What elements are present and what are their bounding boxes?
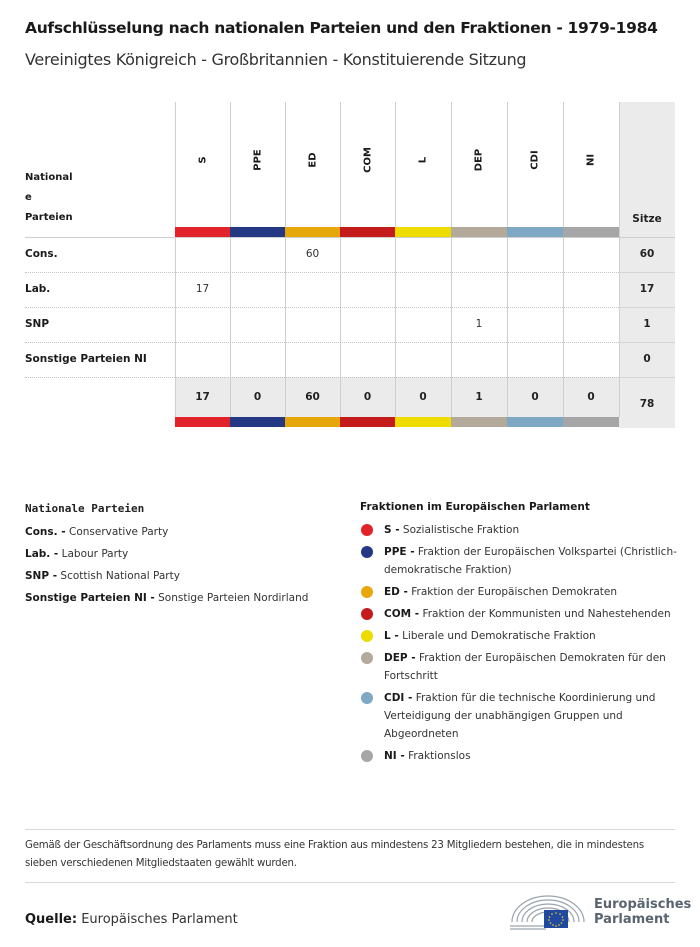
row-total: 0 xyxy=(643,353,651,365)
legend-group-item: DEP - Fraktion der Europäischen Demokraten für den Fortschritt xyxy=(360,649,690,685)
group-total: 0 xyxy=(531,391,539,403)
group-color-bar-cdi xyxy=(507,417,563,427)
group-total: 1 xyxy=(475,391,483,403)
color-dot-icon xyxy=(361,524,373,536)
group-color-bar-dep xyxy=(451,417,507,427)
color-dot-icon xyxy=(361,608,373,620)
group-color-bar-ed xyxy=(285,417,340,427)
source-line: Quelle: Europäisches Parlament xyxy=(25,912,238,927)
divider xyxy=(25,829,675,830)
legend-party-item: Cons. - Conservative Party xyxy=(25,526,169,538)
group-color-bar-s xyxy=(175,417,230,427)
group-total: 0 xyxy=(363,391,372,403)
column-header-ni: NI xyxy=(585,153,597,167)
group-color-bar-l xyxy=(395,417,451,427)
group-color-bar-ppe xyxy=(230,417,285,427)
legend-groups-title: Fraktionen im Europäischen Parlament xyxy=(360,501,590,513)
column-header-l: L xyxy=(417,156,429,164)
logo-text: Europäisches Parlament xyxy=(594,897,692,927)
column-header-ppe: PPE xyxy=(252,149,263,171)
legend-party-item: Sonstige Parteien NI - Sonstige Parteien Nordirland xyxy=(25,592,309,604)
group-color-bar-ed xyxy=(285,227,340,237)
color-dot-icon xyxy=(361,750,373,762)
legend-group-item: CDI - Fraktion für die technische Koordinierung und Verteidigung der unabhängigen Gruppen und Abgeordneten xyxy=(360,689,690,743)
table-row xyxy=(25,307,675,342)
group-total: 0 xyxy=(419,391,427,403)
seat-distribution-table xyxy=(25,102,675,428)
table-row xyxy=(25,237,675,272)
party-label: SNP xyxy=(25,318,50,330)
footnote: Gemäß der Geschäftsordnung des Parlaments muss eine Fraktion aus mindestens 23 Mitgliedern bestehen, die in mindestens sieben verschiedenen Mitgliedstaaten gewählt wurden. xyxy=(25,840,644,869)
row-total: 17 xyxy=(639,283,655,295)
legend-parties-title: Nationale Parteien xyxy=(25,502,145,515)
national-parties-header: National e Parteien xyxy=(25,172,73,223)
party-label: Lab. xyxy=(25,283,51,295)
color-dot-icon xyxy=(361,630,373,642)
legend-group-item: S - Sozialistische Fraktion xyxy=(360,521,690,539)
sitze-header: Sitze xyxy=(632,213,662,225)
group-color-bar-s xyxy=(175,227,230,237)
group-color-bar-ni xyxy=(563,417,619,427)
group-color-bar-ppe xyxy=(230,227,285,237)
group-color-bar-com xyxy=(340,417,395,427)
row-total: 1 xyxy=(643,318,651,330)
legend-group-item: PPE - Fraktion der Europäischen Volkspartei (Christlich-demokratische Fraktion) xyxy=(360,543,690,579)
legend-party-item: SNP - Scottish National Party xyxy=(25,570,180,582)
ep-logo xyxy=(508,892,692,932)
legend-political-groups xyxy=(360,501,690,769)
group-color-bar-l xyxy=(395,227,451,237)
legend-group-item: COM - Fraktion der Kommunisten und Nahestehenden xyxy=(360,605,690,623)
group-color-bar-cdi xyxy=(507,227,563,237)
color-dot-icon xyxy=(361,652,373,664)
table-row xyxy=(25,342,675,377)
divider xyxy=(25,882,675,883)
hemicycle-icon xyxy=(508,892,588,932)
seat-cell: 60 xyxy=(305,248,320,260)
table-row xyxy=(25,272,675,307)
group-color-bar-dep xyxy=(451,227,507,237)
column-header-com: COM xyxy=(362,147,373,173)
seat-cell: 17 xyxy=(195,283,210,295)
page-title: Aufschlüsselung nach nationalen Parteien und den Fraktionen - 1979-1984 xyxy=(25,19,658,37)
column-header-cdi: CDI xyxy=(529,150,541,170)
party-label: Sonstige Parteien NI xyxy=(25,353,147,365)
group-total: 17 xyxy=(195,391,210,403)
group-color-bar-ni xyxy=(563,227,619,237)
seat-cell: 1 xyxy=(475,318,483,330)
color-dot-icon xyxy=(361,586,373,598)
group-total: 0 xyxy=(253,391,262,403)
grand-total: 78 xyxy=(639,398,655,410)
row-divider xyxy=(619,377,675,378)
group-color-bar-com xyxy=(340,227,395,237)
group-total: 0 xyxy=(587,391,595,403)
legend-group-item: L - Liberale und Demokratische Fraktion xyxy=(360,627,690,645)
legend-group-item: NI - Fraktionslos xyxy=(360,747,690,765)
group-total: 60 xyxy=(305,391,320,403)
legend-group-item: ED - Fraktion der Europäischen Demokraten xyxy=(360,583,690,601)
column-header-dep: DEP xyxy=(473,148,485,172)
column-header-ed: ED xyxy=(307,152,318,168)
party-label: Cons. xyxy=(25,248,58,260)
color-dot-icon xyxy=(361,692,373,704)
row-total: 60 xyxy=(639,248,655,260)
legend-national-parties xyxy=(25,502,308,609)
color-dot-icon xyxy=(361,546,373,558)
column-header-s: S xyxy=(197,156,208,164)
legend-party-item: Lab. - Labour Party xyxy=(25,548,129,560)
page-subtitle: Vereinigtes Königreich - Großbritannien - Konstituierende Sitzung xyxy=(25,50,527,69)
